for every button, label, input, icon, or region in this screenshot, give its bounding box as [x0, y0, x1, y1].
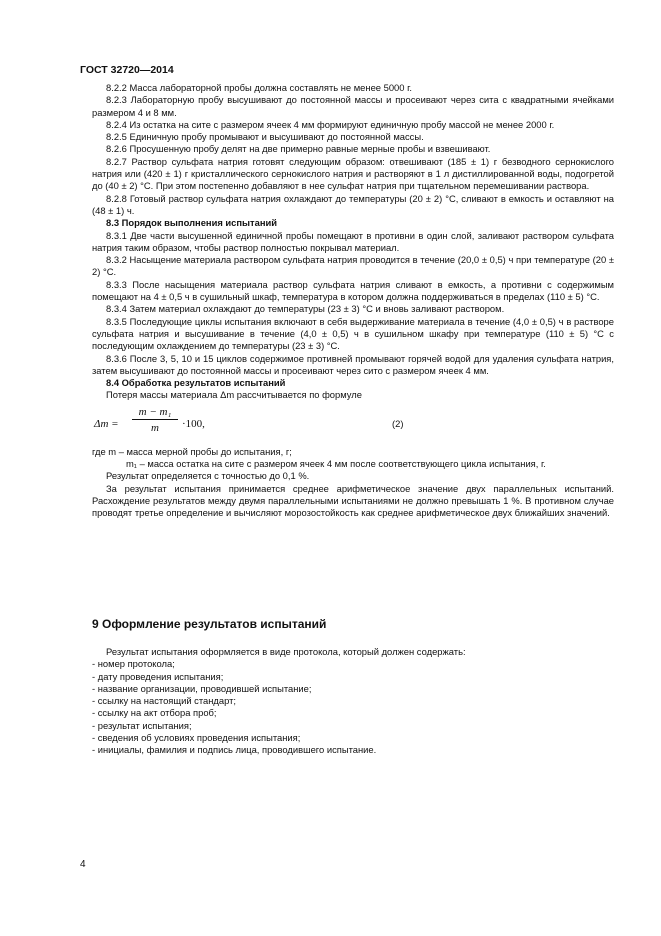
para-8-2-2: 8.2.2 Масса лабораторной пробы должна составлять не менее 5000 г.	[106, 82, 412, 93]
list-item: - ссылку на акт отбора проб;	[92, 707, 217, 719]
para-8-3-5: 8.3.5 Последующие циклы испытания включают в себя выдерживание материала в течение (4,0 ± 0,5) ч в растворе сульфата натрия и высушивание в течение (4,0 ± 0,5) ч в сушильном шкафу при температуре (110 ± 5) °С с последующим охлаждением до температуры (23 ± 3) °С.	[92, 315, 614, 352]
formula-fraction	[132, 406, 178, 435]
precision-note: Результат определяется с точностью до 0,1 %.	[106, 470, 310, 482]
formula-tail: ·100,	[182, 417, 205, 430]
subsection-8-3-title: 8.3 Порядок выполнения испытаний	[106, 217, 278, 229]
where-m: где m – масса мерной пробы до испытания, г;	[92, 445, 292, 457]
formula-numerator: m − m₁	[132, 406, 178, 420]
list-item: - результат испытания;	[92, 719, 192, 731]
formula-denominator: m	[151, 422, 159, 435]
list-item: - дату проведения испытания;	[92, 670, 224, 682]
para-8-2-7: 8.2.7 Раствор сульфата натрия готовят следующим образом: отвешивают (185 ± 1) г безводного сернокислого натрия или (420 ± 1) г кристаллического сернокислого натрия и растворяют в 1 л дистиллированной воды, подогретой до (40 ± 2) °С. При этом постепенно добавляют в нее сульфат натрия при тщательном перемешивании раствора.	[92, 155, 614, 192]
section-9-body	[92, 646, 614, 757]
section-9-intro: Результат испытания оформляется в виде протокола, который должен содержать:	[106, 646, 466, 657]
para-8-3-1: 8.3.1 Две части высушенной единичной пробы помещают в противни в один слой, заливают раствором сульфата натрия таким образом, чтобы раствор полностью покрывал материал.	[92, 229, 614, 253]
standard-header: ГОСТ 32720—2014	[80, 64, 174, 76]
list-item: - сведения об условиях проведения испытания;	[92, 732, 301, 744]
para-8-2-3: 8.2.3 Лабораторную пробу высушивают до постоянной массы и просеивают через сита с квадратными ячейками размером 4 и 8 мм.	[92, 94, 614, 118]
list-item: - название организации, проводившей испытание;	[92, 682, 312, 694]
para-8-2-5: 8.2.5 Единичную пробу промывают и высушивают до постоянной массы.	[106, 131, 424, 143]
formula-number: (2)	[392, 417, 404, 429]
para-8-2-4: 8.2.4 Из остатка на сите с размером ячеек 4 мм формируют единичную пробу массой не менее 2000 г.	[106, 118, 555, 130]
where-m1: m₁ – масса остатка на сите с размером ячеек 4 мм после соответствующего цикла испытания, г.	[126, 458, 546, 470]
formula-intro: Потеря массы материала Δm рассчитывается по формуле	[106, 389, 362, 401]
list-item: - номер протокола;	[92, 658, 175, 670]
formula-lhs: Δm =	[94, 417, 119, 430]
list-item: - ссылку на настоящий стандарт;	[92, 695, 237, 707]
formula-2	[92, 406, 614, 444]
result-paragraph: За результат испытания принимается среднее арифметическое значение двух параллельных испытаний. Расхождение результатов между двумя параллельными испытаниями не должно превышать 1 %. В противном случае проводят третье определение и вычисляют морозостойкость как среднее арифметическое двух ближайших значений.	[92, 482, 614, 519]
body-text	[92, 82, 614, 520]
subsection-8-4-title: 8.4 Обработка результатов испытаний	[106, 377, 286, 389]
para-8-2-6: 8.2.6 Просушенную пробу делят на две примерно равные мерные пробы и взвешивают.	[106, 143, 491, 155]
para-8-3-3: 8.3.3 После насыщения материала раствор сульфата натрия сливают в емкость, а противни с содержимым помещают на 4 ± 0,5 ч в сушильный шкаф, температура в котором должна поддерживаться в пределах (110 ± 5) °С.	[92, 278, 614, 303]
para-8-3-4: 8.3.4 Затем материал охлаждают до температуры (23 ± 3) °С и вновь заливают раствором.	[106, 303, 505, 315]
page-number: 4	[80, 859, 86, 870]
list-item: - инициалы, фамилия и подпись лица, проводившего испытание.	[92, 744, 377, 756]
para-8-3-6: 8.3.6 После 3, 5, 10 и 15 циклов содержимое противней промывают горячей водой для удаления сульфата натрия, затем высушивают до постоянной массы и просеивают через сито с размером ячеек 4 мм.	[92, 352, 614, 376]
section-9-title: 9 Оформление результатов испытаний	[92, 617, 327, 631]
para-8-3-2: 8.3.2 Насыщение материала раствором сульфата натрия проводится в течение (20,0 ± 0,5) ч при температуре (20 ± 2) °С.	[92, 254, 614, 278]
para-8-2-8: 8.2.8 Готовый раствор сульфата натрия охлаждают до температуры (20 ± 2) °С, сливают в емкость и оставляют на (48 ± 1) ч.	[92, 192, 614, 216]
